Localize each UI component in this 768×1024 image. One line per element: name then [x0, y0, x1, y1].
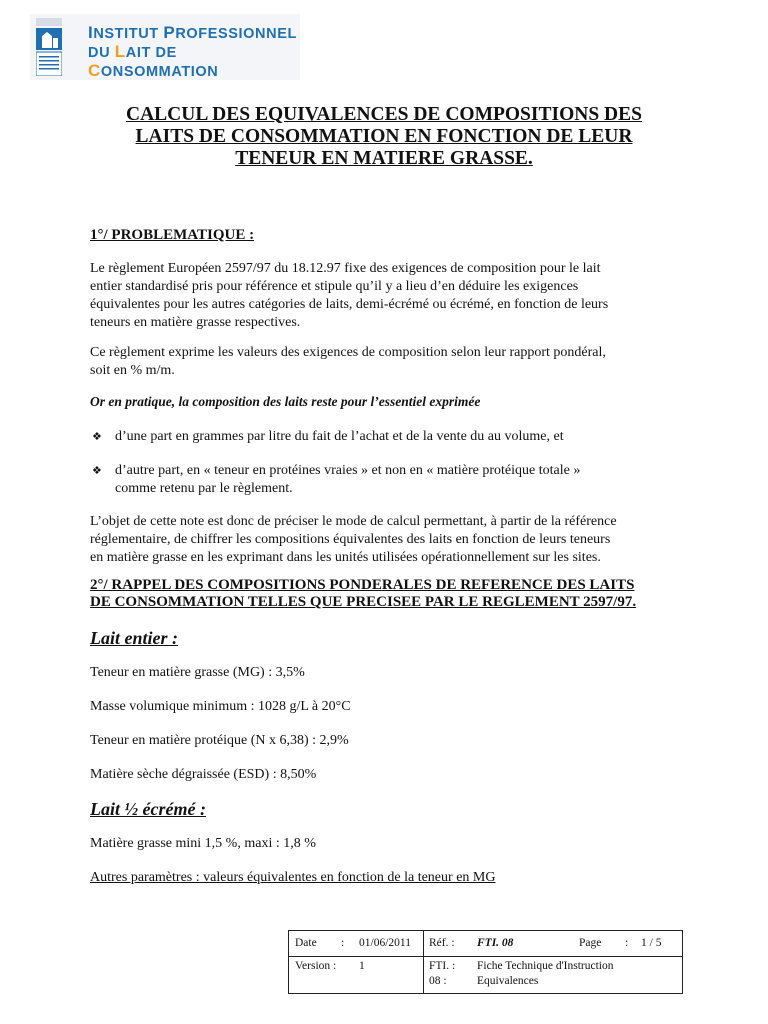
lait-entier-item: Teneur en matière protéique (N x 6,38) : 2,9%	[90, 733, 349, 748]
institute-name-line-2: DU LAIT DE CONSOMMATION	[88, 42, 219, 80]
lait-demi-ecreme-item: Matière grasse mini 1,5 %, maxi : 1,8 %	[90, 836, 316, 851]
diamond-bullet-icon: ❖	[92, 430, 102, 443]
section-1-paragraph-2: Ce règlement exprime les valeurs des exigences de composition selon leur rapport pondéral, soit en % m/m.	[90, 345, 606, 378]
lait-demi-ecreme-item: Autres paramètres : valeurs équivalentes en fonction de la teneur en MG	[90, 870, 496, 885]
lait-entier-item: Masse volumique minimum : 1028 g/L à 20°C	[90, 699, 351, 714]
document-footer-table	[288, 930, 683, 994]
section-1-heading: 1°/ PROBLEMATIQUE :	[90, 227, 255, 243]
ref-value: FTI. 08	[477, 937, 514, 949]
title-line-3: TENEUR EN MATIERE GRASSE.	[235, 148, 533, 169]
title-line-2: LAITS DE CONSOMMATION EN FONCTION DE LEUR	[135, 126, 633, 147]
date-label: Date	[295, 937, 317, 949]
version-label: Version :	[295, 960, 337, 972]
section-1-paragraph-1: Le règlement Européen 2597/97 du 18.12.97 fixe des exigences de composition pour le lait entier standardisé pris pour référence et stipule qu’il y a lieu d’en déduire les exigences équivalentes pour les autres catégories de laits, demi-écrémé ou écrémé, en fonction de leurs teneurs en matière grasse respectives.	[90, 261, 609, 330]
institute-logo-icon	[36, 18, 62, 76]
page-colon: :	[625, 937, 629, 949]
ref-label: Réf. :	[429, 937, 455, 949]
diamond-bullet-icon: ❖	[92, 464, 102, 477]
institute-logo	[30, 14, 300, 80]
table-divider	[423, 931, 424, 993]
page-label: Page	[579, 937, 602, 949]
section-2-heading: 2°/ RAPPEL DES COMPOSITIONS PONDERALES DE REFERENCE DES LAITS DE CONSOMMATION TELLES QUE PRECISEE PAR LE REGLEMENT 2597/97.	[90, 577, 637, 610]
title-line-1: CALCUL DES EQUIVALENCES DE COMPOSITIONS DES	[126, 104, 642, 125]
lait-entier-heading: Lait entier :	[90, 628, 178, 648]
fti-number: 08 :	[429, 975, 447, 987]
emphasis-text: Or en pratique, la composition des laits reste pour l’essentiel exprimée	[90, 394, 481, 409]
institute-name	[88, 24, 300, 81]
version-value: 1	[359, 960, 365, 972]
date-colon: :	[341, 937, 345, 949]
bullet-item-2: ❖ d’autre part, en « teneur en protéines vraies » et non en « matière protéique totale » comme retenu par le règlement.	[92, 463, 581, 496]
lait-entier-item: Teneur en matière grasse (MG) : 3,5%	[90, 665, 305, 680]
bullet-item-1: ❖ d’une part en grammes par litre du fait de l’achat et de la vente du au volume, et	[92, 429, 564, 444]
lait-demi-ecreme-heading: Lait ½ écrémé :	[90, 799, 206, 819]
section-1-paragraph-3: L’objet de cette note est donc de préciser le mode de calcul permettant, à partir de la référence réglementaire, de chiffrer les compositions équivalentes des laits en fonction de leurs teneurs en matière grasse en les exprimant dans les unités utilisées opérationnellement sur les sites.	[90, 514, 617, 565]
fti-label: FTI. :	[429, 960, 456, 972]
lait-entier-item: Matière sèche dégraissée (ESD) : 8,50%	[90, 767, 317, 782]
fti-description-line-1: Fiche Technique d'Instruction	[477, 960, 614, 972]
table-divider	[289, 956, 682, 957]
document-title	[90, 104, 678, 170]
date-value: 01/06/2011	[359, 937, 411, 949]
page-number: 1 / 5	[641, 937, 662, 949]
institute-name-line-1: INSTITUT PROFESSIONNEL	[88, 23, 297, 42]
fti-description-line-2: Equivalences	[477, 975, 539, 987]
